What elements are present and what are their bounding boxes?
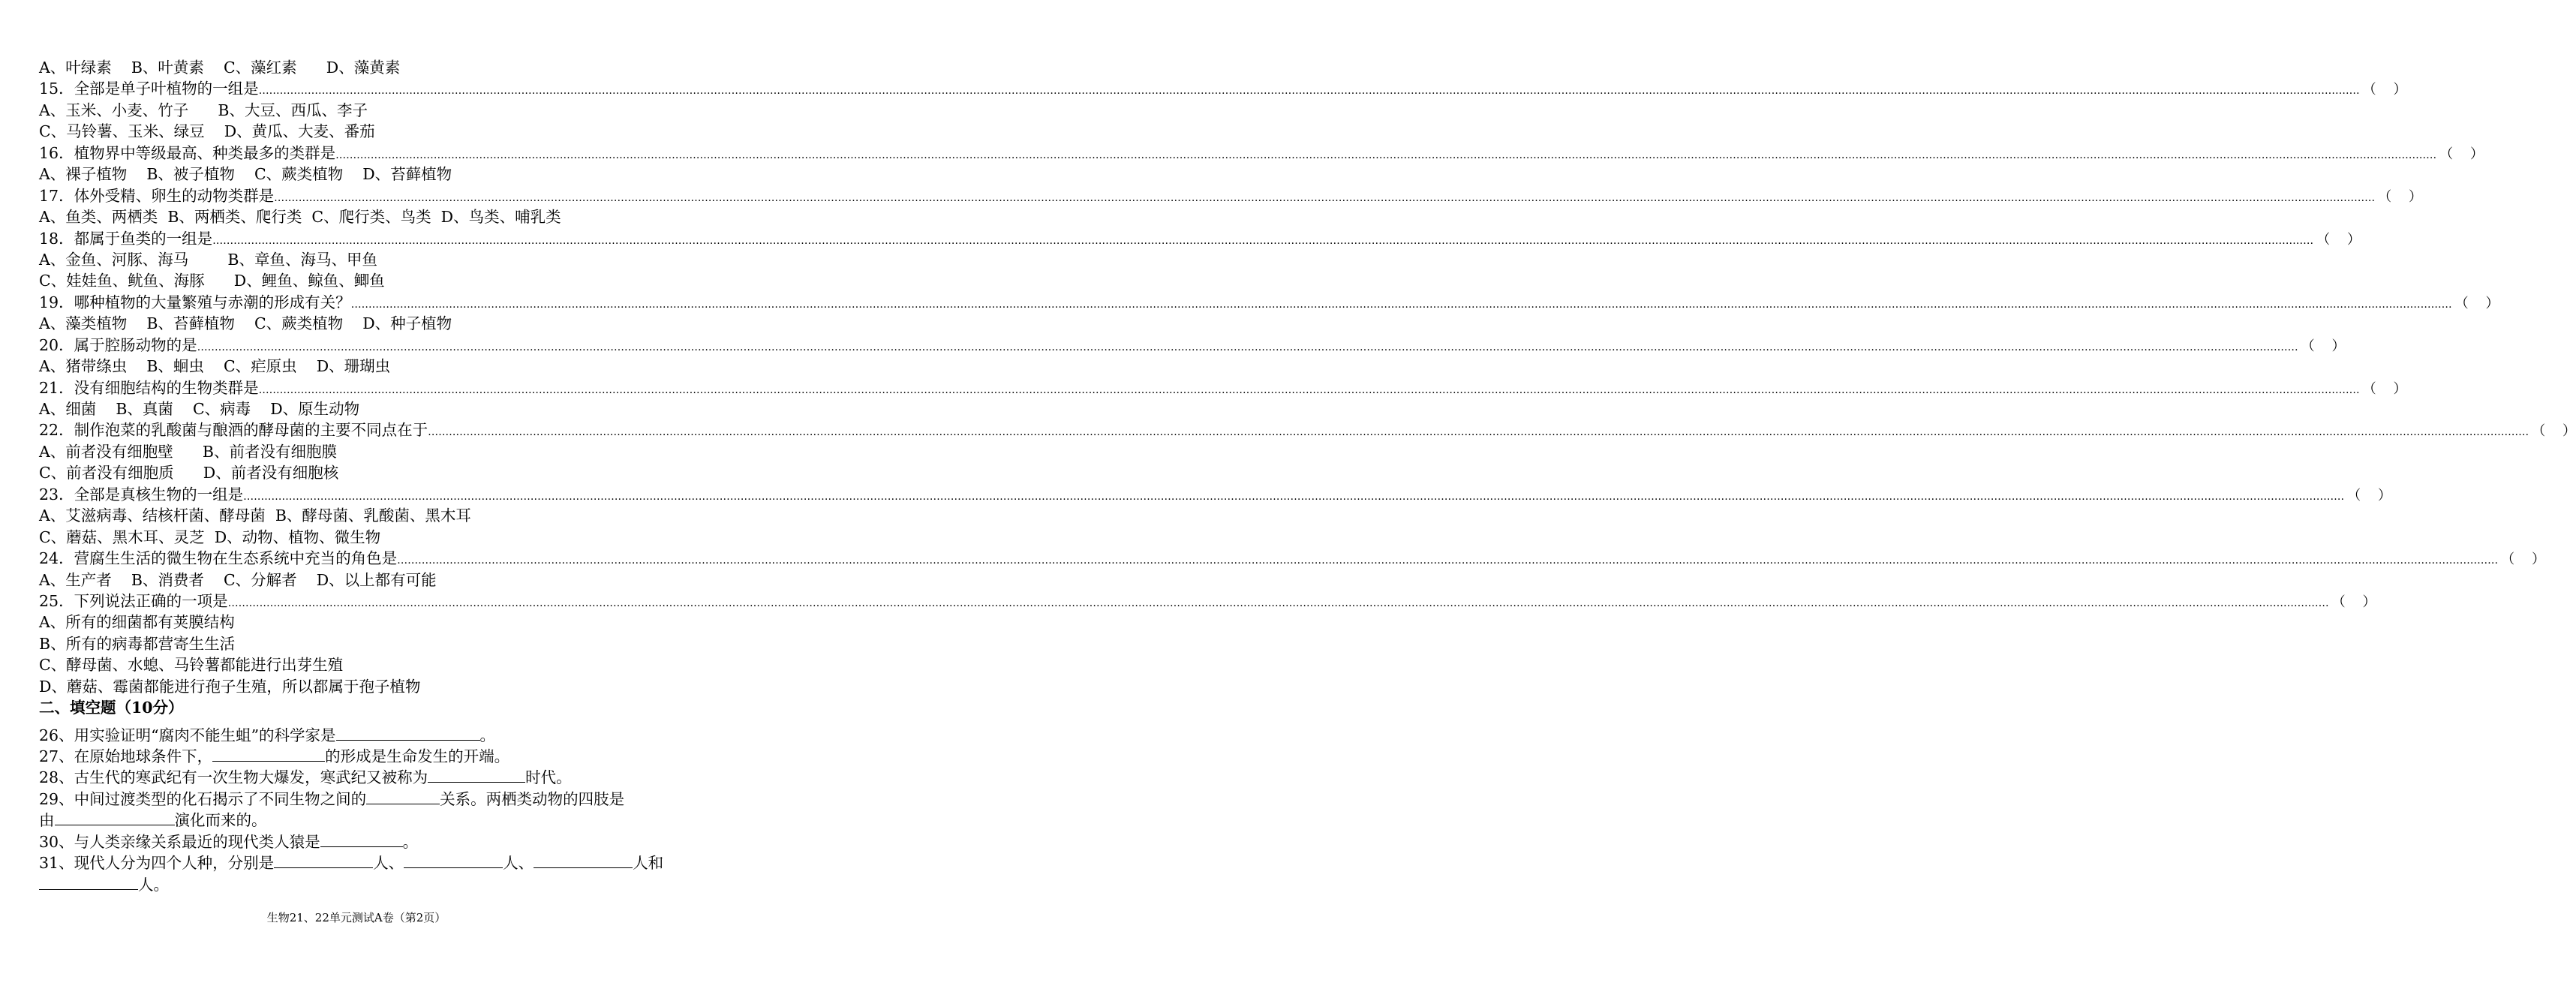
question-stem [39, 292, 2499, 313]
question-text: 25．下列说法正确的一项是 [39, 591, 228, 610]
dot-leader: …………………………………………………………………………………………………………………………………………………………………………………………………………………………………………………………………………………………………………………………………………………………………………………………………………………………………………………………………………………………………………………………………………………… [258, 85, 2360, 98]
question-stem [39, 419, 2576, 440]
answer-blank[interactable] [404, 854, 503, 868]
answer-blank[interactable] [39, 876, 138, 890]
dot-leader: …………………………………………………………………………………………………………………………………………………………………………………………………………………………………………………………………………………………………………………………………………………………………………………………………………………………………………………………………………………………………………………………………………………… [212, 234, 2314, 247]
question-stem [39, 377, 2407, 398]
option-line: D、蘑菇、霉菌都能进行孢子生殖，所以都属于孢子植物 [39, 677, 421, 696]
question-26: 26、用实验证明“腐肉不能生蛆”的科学家是 。 [39, 726, 496, 744]
page-footer: 生物21、22单元测试A卷（第2页） [266, 911, 446, 924]
option-line: A、藻类植物 B、苔藓植物 C、蕨类植物 D、种子植物 [39, 314, 452, 333]
question-text: 24．营腐生生活的微生物在生态系统中充当的角色是 [39, 549, 398, 568]
question-31-continued: 人。 [39, 874, 669, 895]
option-line: C、蘑菇、黑木耳、灵芝 D、动物、植物、微生物 [39, 528, 381, 546]
option-line: A、金鱼、河豚、海马 B、章鱼、海马、甲鱼 [39, 250, 377, 269]
answer-blank[interactable] [366, 790, 440, 804]
answer-blank[interactable] [55, 811, 175, 825]
question-text: 23．全部是真核生物的一组是 [39, 485, 244, 504]
option-line: C、马铃薯、玉米、绿豆 D、黄瓜、大麦、番茄 [39, 122, 375, 141]
dot-leader: …………………………………………………………………………………………………………………………………………………………………………………………………………………………………………………………………………………………………………………………………………………………………………………………………………………………………………………………………………………………………………………………………………………… [335, 149, 2437, 161]
option-line: A、细菌 B、真菌 C、病毒 D、原生动物 [39, 400, 360, 418]
option-line: A、艾滋病毒、结核杆菌、酵母菌 B、酵母菌、乳酸菌、黑木耳 [39, 507, 471, 525]
answer-blank[interactable] [428, 768, 525, 783]
option-line: B、所有的病毒都营寄生生活 [39, 634, 236, 653]
option-line: A、前者没有细胞壁 B、前者没有细胞膜 [39, 442, 337, 461]
answer-parentheses[interactable]: （ ） [2301, 338, 2346, 354]
question-29: 29、中间过渡类型的化石揭示了不同生物之间的 关系。两栖类动物的四肢是 [39, 789, 625, 808]
option-line: C、酵母菌、水螅、马铃薯都能进行出芽生殖 [39, 656, 344, 675]
answer-blank[interactable] [274, 854, 373, 868]
answer-blank[interactable] [320, 833, 403, 847]
dot-leader: …………………………………………………………………………………………………………………………………………………………………………………………………………………………………………………………………………………………………………………………………………………………………………………………………………………………………………………………………………………………………………………………………………………… [258, 383, 2360, 396]
question-31: 31、现代人分为四个人种，分别是 人、 人、 人和 [39, 854, 664, 873]
option-line: A、玉米、小麦、竹子 B、大豆、西瓜、李子 [39, 101, 368, 119]
option-line: A、生产者 B、消费者 C、分解者 D、以上都有可能 [39, 570, 437, 589]
exam-page [39, 57, 2576, 895]
dot-leader: …………………………………………………………………………………………………………………………………………………………………………………………………………………………………………………………………………………………………………………………………………………………………………………………………………………………………………………………………………………………………………………………………………………… [350, 298, 2452, 311]
option-line: A、所有的细菌都有荚膜结构 [39, 613, 235, 632]
answer-parentheses[interactable]: （ ） [2316, 231, 2361, 248]
question-text: 19．哪种植物的大量繁殖与赤潮的形成有关？ [39, 293, 351, 311]
dot-leader: …………………………………………………………………………………………………………………………………………………………………………………………………………………………………………………………………………………………………………………………………………………………………………………………………………………………………………………………………………………………………………………………………………………… [397, 555, 2499, 567]
question-28: 28、古生代的寒武纪有一次生物大爆发，寒武纪又被称为 时代。 [39, 768, 572, 787]
question-stem [39, 484, 2391, 505]
dot-leader: …………………………………………………………………………………………………………………………………………………………………………………………………………………………………………………………………………………………………………………………………………………………………………………………………………………………………………………………………………………………………………………………………………………… [243, 490, 2345, 503]
answer-parentheses[interactable]: （ ） [2331, 594, 2376, 610]
answer-blank[interactable] [534, 854, 633, 868]
dot-leader: …………………………………………………………………………………………………………………………………………………………………………………………………………………………………………………………………………………………………………………………………………………………………………………………………………………………………………………………………………………………………………………………………………………… [197, 341, 2298, 353]
question-stem [39, 591, 2376, 612]
answer-parentheses[interactable]: （ ） [2454, 295, 2499, 311]
question-text: 16．植物界中等级最高、种类最多的类群是 [39, 143, 336, 162]
question-text: 21．没有细胞结构的生物类群是 [39, 378, 259, 397]
question-stem [39, 228, 2361, 249]
answer-parentheses[interactable]: （ ） [2362, 380, 2407, 397]
answer-parentheses[interactable]: （ ） [2362, 82, 2407, 98]
option-line: A、叶绿素 B、叶黄素 C、藻红素 D、藻黄素 [39, 59, 401, 77]
answer-parentheses[interactable]: （ ） [2378, 188, 2422, 205]
option-line: C、前者没有细胞质 D、前者没有细胞核 [39, 464, 339, 482]
question-text: 15．全部是单子叶植物的一组是 [39, 80, 259, 98]
question-text: 17．体外受精、卵生的动物类群是 [39, 186, 275, 205]
question-stem [39, 548, 2545, 569]
question-stem [39, 143, 2484, 164]
option-line: A、鱼类、两栖类 B、两栖类、爬行类 C、爬行类、鸟类 D、鸟类、哺乳类 [39, 208, 561, 227]
question-text: 18．都属于鱼类的一组是 [39, 229, 213, 248]
dot-leader: …………………………………………………………………………………………………………………………………………………………………………………………………………………………………………………………………………………………………………………………………………………………………………………………………………………………………………………………………………………………………………………………………………………… [274, 191, 2376, 204]
question-text: 20．属于腔肠动物的是 [39, 335, 197, 354]
question-27: 27、在原始地球条件下， 的形成是生命发生的开端。 [39, 747, 510, 765]
multiple-choice-section [39, 57, 2576, 697]
answer-parentheses[interactable]: （ ） [2347, 487, 2391, 504]
question-stem [39, 78, 2407, 99]
answer-parentheses[interactable]: （ ） [2501, 552, 2545, 568]
answer-parentheses[interactable]: （ ） [2532, 423, 2576, 440]
section-title: 二、填空题（10分） [39, 699, 184, 717]
option-line: A、猪带绦虫 B、蛔虫 C、疟原虫 D、珊瑚虫 [39, 357, 391, 376]
dot-leader: …………………………………………………………………………………………………………………………………………………………………………………………………………………………………………………………………………………………………………………………………………………………………………………………………………………………………………………………………………………………………………………………………………………… [227, 597, 2329, 609]
question-stem [39, 185, 2422, 206]
option-line: A、裸子植物 B、被子植物 C、蕨类植物 D、苔藓植物 [39, 165, 452, 184]
answer-parentheses[interactable]: （ ） [2439, 146, 2484, 162]
question-text: 22．制作泡菜的乳酸菌与酿酒的酵母菌的主要不同点在于 [39, 421, 428, 440]
option-line: C、娃娃鱼、鱿鱼、海豚 D、鲤鱼、鲸鱼、鲫鱼 [39, 272, 385, 290]
question-29-continued: 由 演化而来的。 [39, 811, 267, 830]
answer-blank[interactable] [212, 747, 325, 762]
question-30: 30、与人类亲缘关系最近的现代类人猿是 。 [39, 832, 419, 851]
question-stem [39, 335, 2346, 356]
dot-leader: …………………………………………………………………………………………………………………………………………………………………………………………………………………………………………………………………………………………………………………………………………………………………………………………………………………………………………………………………………………………………………………………………………………… [428, 426, 2529, 439]
answer-blank[interactable] [336, 726, 480, 741]
